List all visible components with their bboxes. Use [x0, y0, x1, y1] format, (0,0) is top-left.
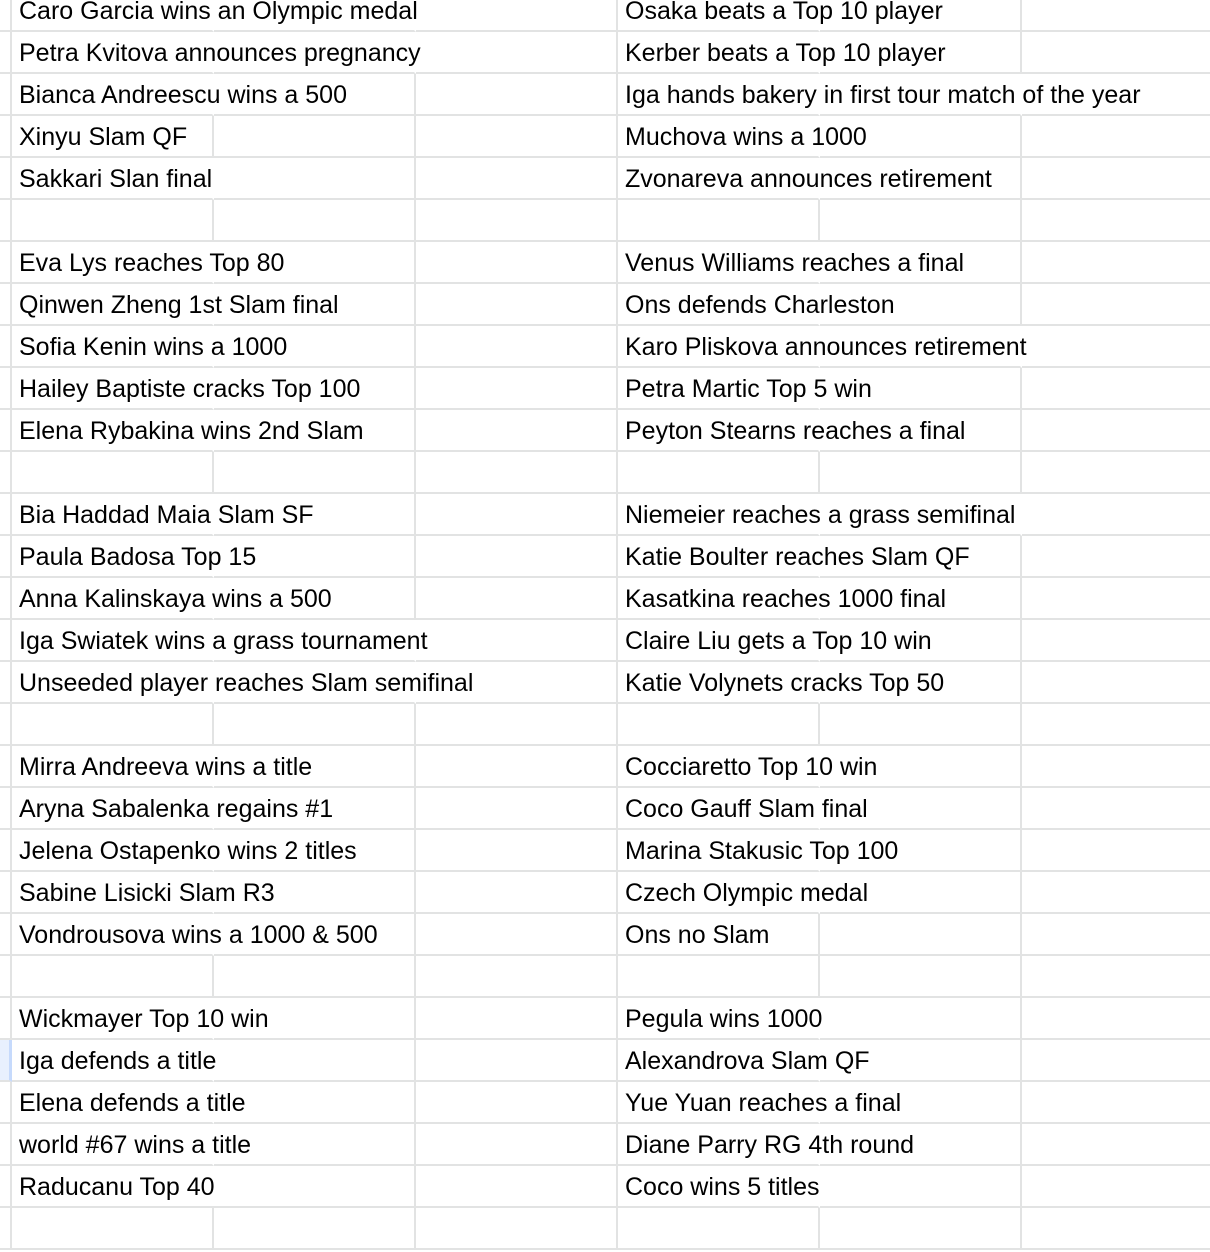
sheet-cell[interactable]	[416, 494, 618, 536]
sheet-cell[interactable]	[1022, 536, 1210, 578]
sheet-cell[interactable]	[1022, 368, 1210, 410]
sheet-cell[interactable]	[416, 788, 618, 830]
sheet-row	[0, 1166, 1210, 1208]
cell-text-column-d: Ons defends Charleston	[625, 284, 897, 324]
row-header-cell[interactable]	[0, 578, 12, 620]
cell-text-column-a: Sabine Lisicki Slam R3	[19, 872, 277, 912]
sheet-cell[interactable]	[416, 1208, 618, 1250]
sheet-cell[interactable]	[1022, 1040, 1210, 1082]
cell-text-column-d: Kasatkina reaches 1000 final	[625, 578, 948, 618]
sheet-cell[interactable]	[618, 452, 820, 494]
cell-text-column-d: Diane Parry RG 4th round	[625, 1124, 916, 1164]
cell-text-column-d: Peyton Stearns reaches a final	[625, 410, 967, 450]
cell-text-column-a: Anna Kalinskaya wins a 500	[19, 578, 334, 618]
sheet-cell[interactable]	[416, 830, 618, 872]
sheet-row	[0, 620, 1210, 662]
sheet-cell[interactable]	[416, 452, 618, 494]
sheet-cell[interactable]	[214, 1208, 416, 1250]
cell-text-column-d: Niemeier reaches a grass semifinal	[625, 494, 1017, 534]
sheet-cell[interactable]	[416, 914, 618, 956]
row-header-cell[interactable]	[0, 788, 12, 830]
row-header-cell[interactable]	[0, 158, 12, 200]
sheet-cell[interactable]	[1022, 452, 1210, 494]
row-header-cell[interactable]	[0, 746, 12, 788]
sheet-cell[interactable]	[618, 200, 820, 242]
sheet-cell[interactable]	[12, 200, 214, 242]
sheet-row	[0, 1082, 1210, 1124]
sheet-cell[interactable]	[1022, 620, 1210, 662]
row-header-cell[interactable]	[0, 74, 12, 116]
sheet-row	[0, 956, 1210, 998]
sheet-cell[interactable]	[1022, 914, 1210, 956]
row-header-cell[interactable]	[0, 956, 12, 998]
cell-text-column-d: Alexandrova Slam QF	[625, 1040, 872, 1080]
sheet-cell[interactable]	[820, 200, 1022, 242]
sheet-cell[interactable]	[820, 1166, 1022, 1208]
cell-text-column-d: Muchova wins a 1000	[625, 116, 869, 156]
sheet-cell[interactable]	[416, 242, 618, 284]
sheet-row	[0, 536, 1210, 578]
cell-text-column-a: Iga defends a title	[19, 1040, 218, 1080]
sheet-row	[0, 200, 1210, 242]
sheet-cell[interactable]	[820, 956, 1022, 998]
cell-text-column-d: Katie Volynets cracks Top 50	[625, 662, 946, 702]
cell-text-column-a: Sofia Kenin wins a 1000	[19, 326, 289, 366]
cell-text-column-d: Marina Stakusic Top 100	[625, 830, 900, 870]
cell-text-column-d: Petra Martic Top 5 win	[625, 368, 874, 408]
sheet-row	[0, 872, 1210, 914]
cell-text-column-a: Raducanu Top 40	[19, 1166, 217, 1206]
sheet-cell[interactable]	[1022, 1166, 1210, 1208]
cell-text-column-a: Hailey Baptiste cracks Top 100	[19, 368, 362, 408]
sheet-cell[interactable]	[214, 200, 416, 242]
row-header-cell[interactable]	[0, 998, 12, 1040]
sheet-cell[interactable]	[214, 704, 416, 746]
sheet-row	[0, 32, 1210, 74]
sheet-cell[interactable]	[1022, 1124, 1210, 1166]
cell-text-column-d: Coco wins 5 titles	[625, 1166, 822, 1206]
cell-text-column-d: Cocciaretto Top 10 win	[625, 746, 879, 786]
sheet-cell[interactable]	[416, 410, 618, 452]
cell-text-column-d: Ons no Slam	[625, 914, 772, 954]
row-header-cell[interactable]	[0, 452, 12, 494]
cell-text-column-a: Caro Garcia wins an Olympic medal	[19, 0, 420, 30]
sheet-cell[interactable]	[214, 1040, 416, 1082]
cell-text-column-a: Aryna Sabalenka regains #1	[19, 788, 335, 828]
sheet-row	[0, 914, 1210, 956]
row-header-cell[interactable]	[0, 116, 12, 158]
cell-text-column-d: Coco Gauff Slam final	[625, 788, 870, 828]
sheet-cell[interactable]	[1022, 956, 1210, 998]
cell-text-column-a: Jelena Ostapenko wins 2 titles	[19, 830, 359, 870]
cell-text-column-d: Katie Boulter reaches Slam QF	[625, 536, 972, 576]
sheet-cell[interactable]	[820, 452, 1022, 494]
cell-text-column-d: Iga hands bakery in first tour match of the year	[625, 74, 1143, 114]
row-header-cell[interactable]	[0, 704, 12, 746]
sheet-cell[interactable]	[618, 1208, 820, 1250]
sheet-cell[interactable]	[416, 284, 618, 326]
sheet-row	[0, 116, 1210, 158]
cell-text-column-a: Paula Badosa Top 15	[19, 536, 258, 576]
cell-text-column-a: world #67 wins a title	[19, 1124, 253, 1164]
sheet-cell[interactable]	[1022, 242, 1210, 284]
cell-text-column-a: Iga Swiatek wins a grass tournament	[19, 620, 430, 660]
sheet-row	[0, 452, 1210, 494]
cell-text-column-d: Osaka beats a Top 10 player	[625, 0, 945, 30]
sheet-cell[interactable]	[416, 116, 618, 158]
sheet-cell[interactable]	[12, 704, 214, 746]
row-header-cell[interactable]	[0, 368, 12, 410]
cell-text-column-a: Bianca Andreescu wins a 500	[19, 74, 349, 114]
sheet-row	[0, 1124, 1210, 1166]
sheet-row	[0, 74, 1210, 116]
sheet-cell[interactable]	[416, 32, 618, 74]
row-header-cell[interactable]	[0, 662, 12, 704]
row-header-cell[interactable]	[0, 32, 12, 74]
sheet-cell[interactable]	[820, 704, 1022, 746]
sheet-cell[interactable]	[1022, 788, 1210, 830]
sheet-row	[0, 242, 1210, 284]
sheet-cell[interactable]	[820, 1208, 1022, 1250]
sheet-row	[0, 788, 1210, 830]
sheet-cell[interactable]	[214, 452, 416, 494]
sheet-cell[interactable]	[12, 1208, 214, 1250]
cell-text-column-d: Pegula wins 1000	[625, 998, 824, 1038]
sheet-cell[interactable]	[416, 200, 618, 242]
sheet-row	[0, 662, 1210, 704]
cell-text-column-a: Elena defends a title	[19, 1082, 248, 1122]
sheet-cell[interactable]	[1022, 32, 1210, 74]
sheet-cell[interactable]	[416, 620, 618, 662]
cell-text-column-a: Vondrousova wins a 1000 & 500	[19, 914, 380, 954]
row-header-cell[interactable]	[0, 620, 12, 662]
cell-text-column-d: Karo Pliskova announces retirement	[625, 326, 1029, 366]
sheet-cell[interactable]	[12, 956, 214, 998]
sheet-cell[interactable]	[1022, 284, 1210, 326]
cell-text-column-d: Kerber beats a Top 10 player	[625, 32, 948, 72]
sheet-cell[interactable]	[618, 956, 820, 998]
sheet-cell[interactable]	[416, 158, 618, 200]
cell-text-column-a: Sakkari Slan final	[19, 158, 214, 198]
sheet-row	[0, 158, 1210, 200]
cell-text-column-a: Bia Haddad Maia Slam SF	[19, 494, 316, 534]
sheet-cell[interactable]	[820, 998, 1022, 1040]
sheet-row	[0, 578, 1210, 620]
cell-text-column-a: Mirra Andreeva wins a title	[19, 746, 314, 786]
cell-text-column-a: Petra Kvitova announces pregnancy	[19, 32, 423, 72]
row-header-cell[interactable]	[0, 284, 12, 326]
sheet-cell[interactable]	[1022, 410, 1210, 452]
sheet-cell[interactable]	[1022, 158, 1210, 200]
sheet-cell[interactable]	[416, 1124, 618, 1166]
row-header-cell[interactable]	[0, 1166, 12, 1208]
sheet-cell[interactable]	[214, 116, 416, 158]
row-header-cell[interactable]	[0, 200, 12, 242]
sheet-row	[0, 326, 1210, 368]
sheet-row	[0, 284, 1210, 326]
cell-text-column-a: Eva Lys reaches Top 80	[19, 242, 286, 282]
sheet-cell[interactable]	[214, 956, 416, 998]
sheet-cell[interactable]	[1022, 200, 1210, 242]
sheet-row	[0, 704, 1210, 746]
sheet-cell[interactable]	[416, 1040, 618, 1082]
cell-text-column-a: Wickmayer Top 10 win	[19, 998, 271, 1038]
sheet-cell[interactable]	[214, 1166, 416, 1208]
cell-text-column-d: Claire Liu gets a Top 10 win	[625, 620, 934, 660]
sheet-cell[interactable]	[416, 704, 618, 746]
row-header-cell[interactable]	[0, 410, 12, 452]
row-header-cell[interactable]	[0, 1040, 12, 1082]
row-header-cell[interactable]	[0, 536, 12, 578]
sheet-cell[interactable]	[1022, 1082, 1210, 1124]
sheet-row	[0, 830, 1210, 872]
row-header-cell[interactable]	[0, 1124, 12, 1166]
sheet-cell[interactable]	[1022, 0, 1210, 32]
sheet-cell[interactable]	[1022, 746, 1210, 788]
cell-text-column-d: Venus Williams reaches a final	[625, 242, 966, 282]
sheet-cell[interactable]	[416, 1166, 618, 1208]
sheet-cell[interactable]	[416, 578, 618, 620]
sheet-cell[interactable]	[1022, 830, 1210, 872]
sheet-cell[interactable]	[416, 0, 618, 32]
sheet-cell[interactable]	[416, 536, 618, 578]
row-header-cell[interactable]	[0, 494, 12, 536]
row-header-cell[interactable]	[0, 914, 12, 956]
sheet-cell[interactable]	[820, 914, 1022, 956]
row-header-cell[interactable]	[0, 0, 12, 32]
row-header-cell[interactable]	[0, 1082, 12, 1124]
sheet-cell[interactable]	[416, 998, 618, 1040]
cell-text-column-d: Czech Olympic medal	[625, 872, 870, 912]
cell-text-column-a: Qinwen Zheng 1st Slam final	[19, 284, 341, 324]
cell-text-column-d: Zvonareva announces retirement	[625, 158, 994, 198]
sheet-row	[0, 494, 1210, 536]
sheet-cell[interactable]	[416, 326, 618, 368]
row-header-cell[interactable]	[0, 242, 12, 284]
sheet-row	[0, 1208, 1210, 1250]
sheet-cell[interactable]	[1022, 998, 1210, 1040]
row-header-cell[interactable]	[0, 872, 12, 914]
sheet-cell[interactable]	[416, 74, 618, 116]
sheet-row	[0, 368, 1210, 410]
sheet-cell[interactable]	[1022, 704, 1210, 746]
sheet-row	[0, 410, 1210, 452]
sheet-row	[0, 998, 1210, 1040]
row-header-cell[interactable]	[0, 326, 12, 368]
sheet-row	[0, 0, 1210, 32]
row-header-cell[interactable]	[0, 830, 12, 872]
sheet-cell[interactable]	[1022, 662, 1210, 704]
cell-text-column-a: Elena Rybakina wins 2nd Slam	[19, 410, 366, 450]
sheet-cell[interactable]	[618, 704, 820, 746]
sheet-cell[interactable]	[1022, 578, 1210, 620]
sheet-cell[interactable]	[12, 452, 214, 494]
sheet-cell[interactable]	[416, 872, 618, 914]
sheet-row	[0, 1040, 1210, 1082]
cell-text-column-a: Xinyu Slam QF	[19, 116, 189, 156]
sheet-cell[interactable]	[1022, 872, 1210, 914]
sheet-row	[0, 746, 1210, 788]
sheet-cell[interactable]	[416, 368, 618, 410]
sheet-cell[interactable]	[214, 158, 416, 200]
row-header-cell[interactable]	[0, 1208, 12, 1250]
sheet-cell[interactable]	[416, 746, 618, 788]
sheet-cell[interactable]	[416, 956, 618, 998]
cell-text-column-d: Yue Yuan reaches a final	[625, 1082, 903, 1122]
sheet-cell[interactable]	[1022, 326, 1210, 368]
sheet-cell[interactable]	[1022, 494, 1210, 536]
sheet-cell[interactable]	[1022, 116, 1210, 158]
sheet-cell[interactable]	[1022, 1208, 1210, 1250]
sheet-cell[interactable]	[416, 1082, 618, 1124]
cell-text-column-a: Unseeded player reaches Slam semifinal	[19, 662, 475, 702]
